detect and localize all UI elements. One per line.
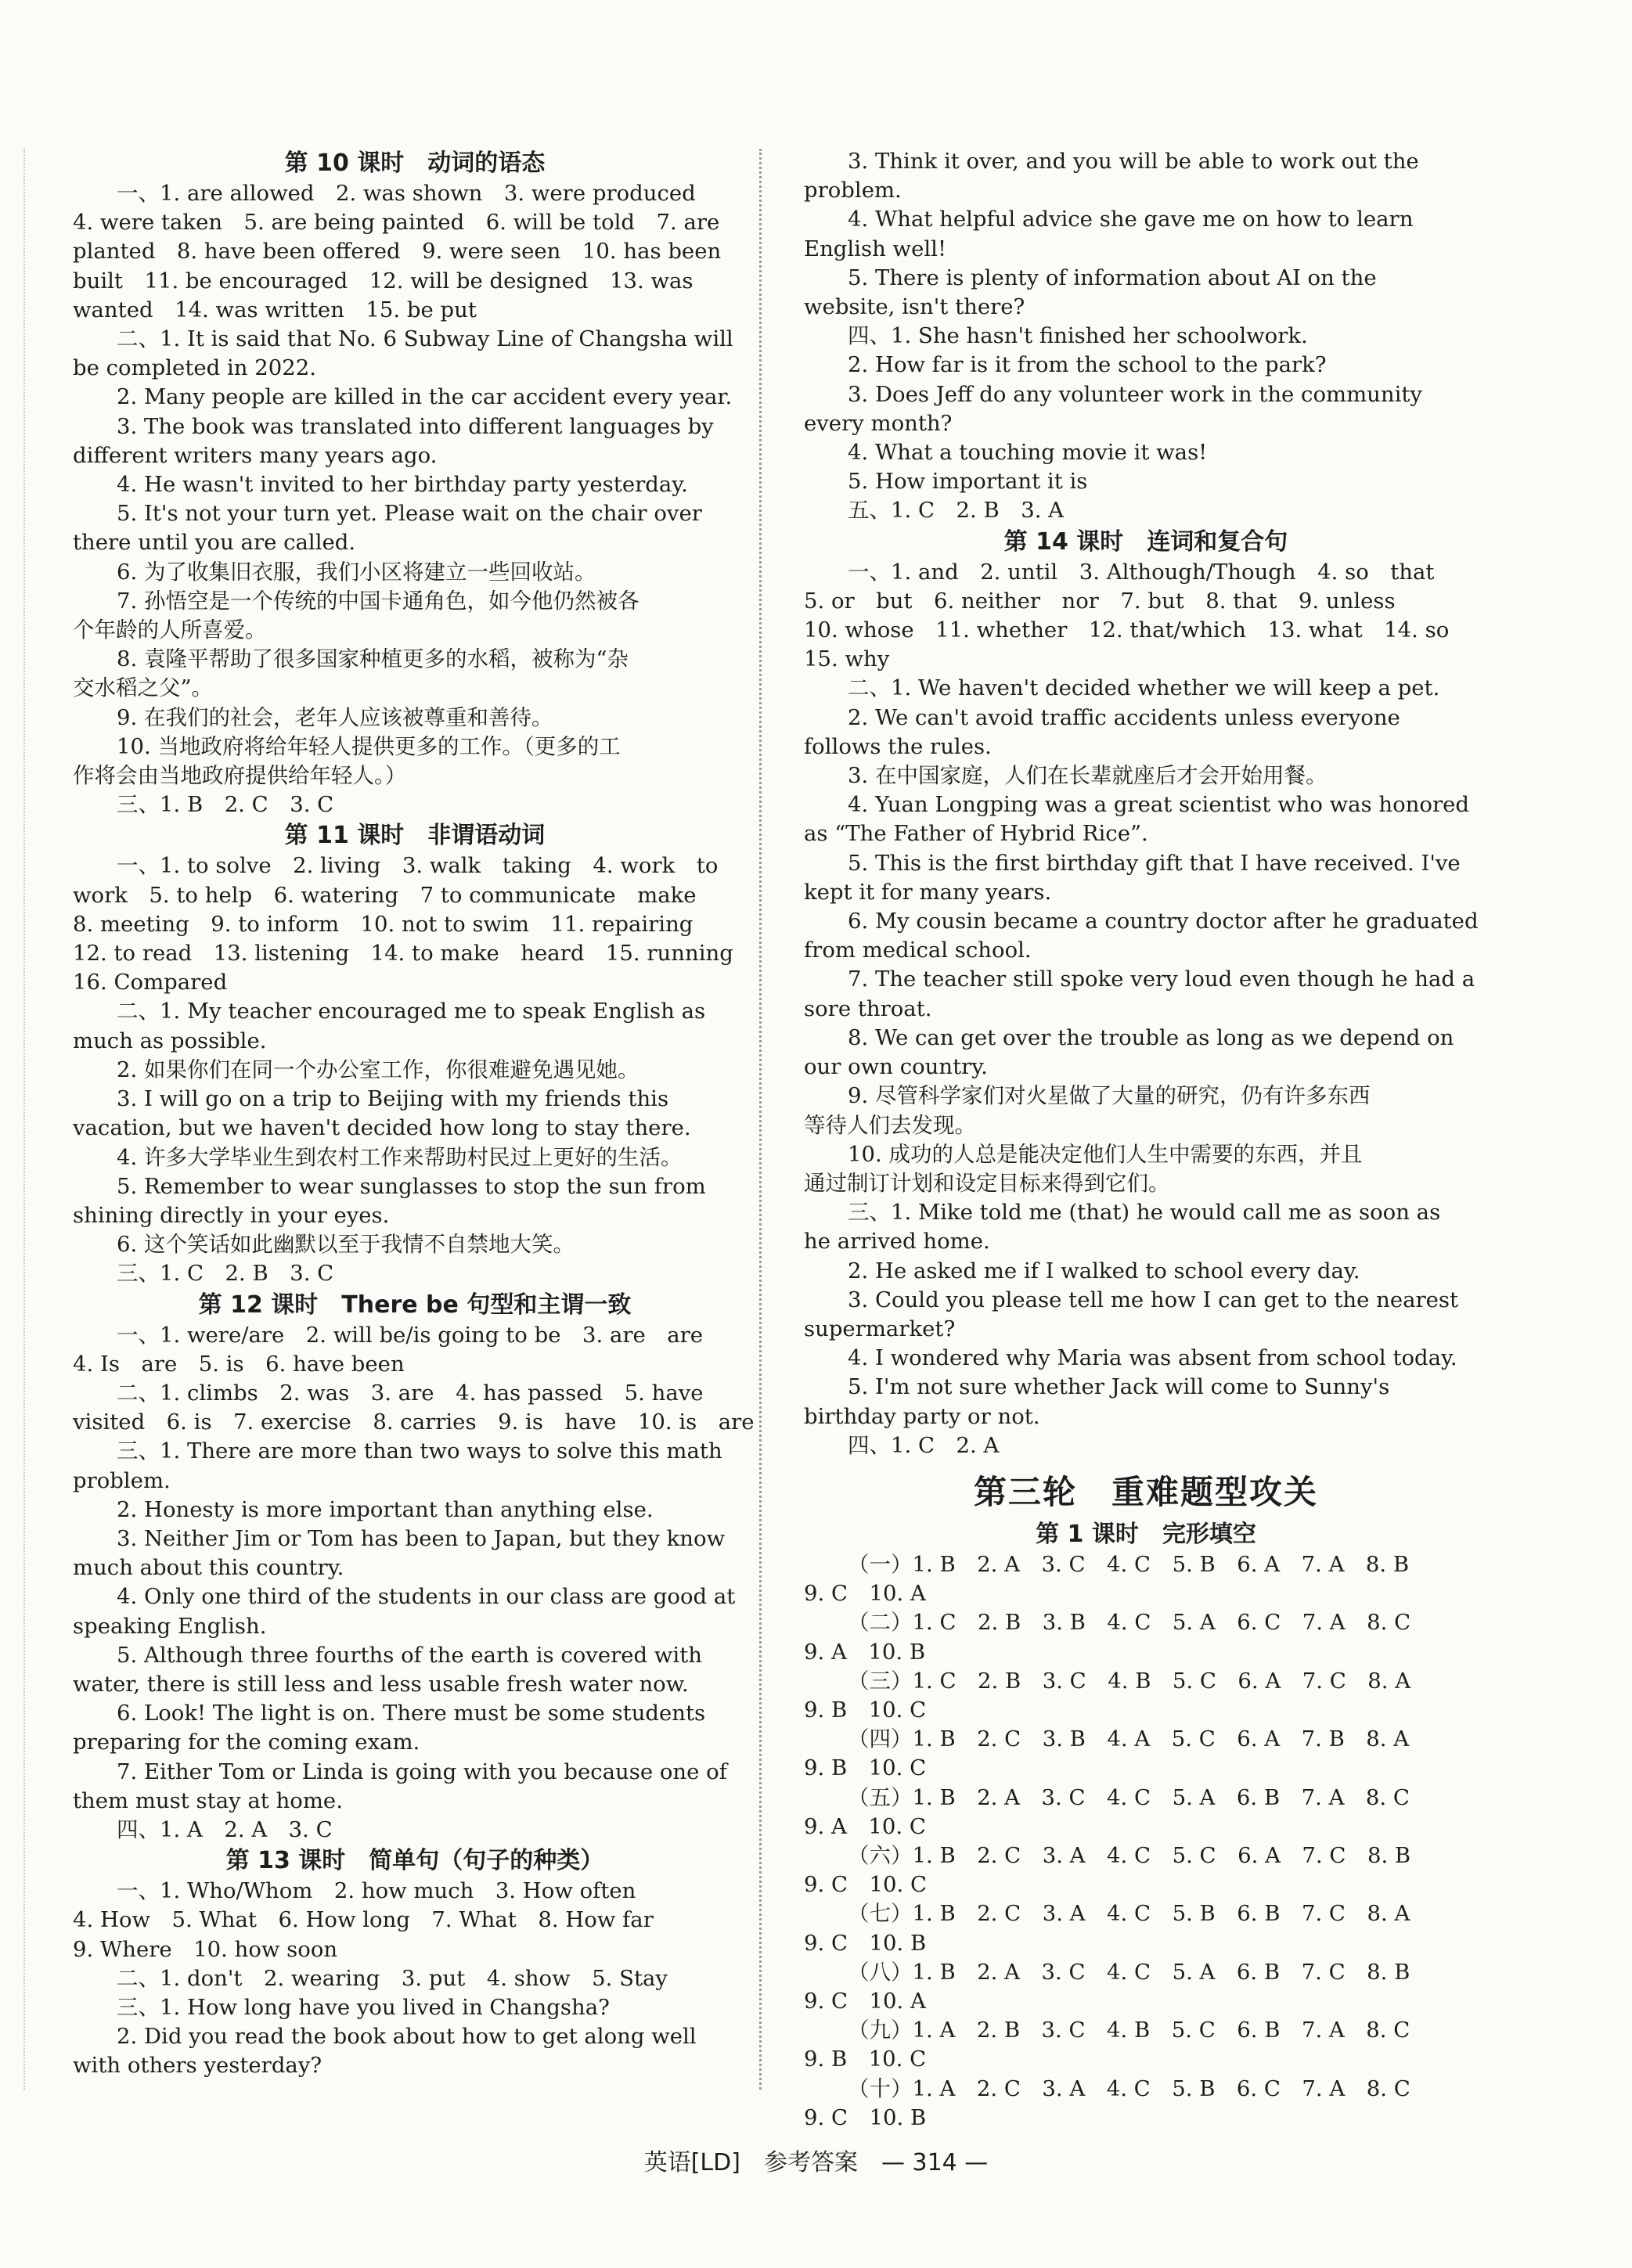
answer-line: birthday party or not. (804, 1403, 1040, 1429)
answer-line: 通过制订计划和设定目标来得到它们。 (804, 1170, 1170, 1196)
answer-line: 二、1. My teacher encouraged me to speak English as (117, 999, 706, 1024)
answer-line: 3. Think it over, and you will be able to work out the (848, 149, 1419, 174)
answer-line: wanted 14. was written 15. be put (73, 297, 477, 322)
answer-line: （十）1. A 2. C 3. A 4. C 5. B 6. C 7. A 8. C (848, 2075, 1410, 2101)
section-heading: 第三轮 重难题型攻关 (973, 1472, 1318, 1511)
answer-line: 9. A 10. B (804, 1639, 926, 1665)
lesson-heading: 第 1 课时 完形填空 (1036, 1520, 1256, 1548)
answer-line: 3. The book was translated into different languages by (117, 413, 714, 439)
answer-line: water, there is still less and less usable fresh water now. (73, 1671, 689, 1697)
answer-line: visited 6. is 7. exercise 8. carries 9. is have 10. is are (73, 1409, 755, 1435)
answer-line: problem. (804, 178, 902, 203)
answer-line: 4. were taken 5. are being painted 6. will be told 7. are (73, 210, 720, 236)
answer-line: 二、1. don't 2. wearing 3. put 4. show 5. Stay (117, 1965, 668, 1991)
answer-line: 3. 在中国家庭，人们在长辈就座后才会开始用餐。 (848, 763, 1328, 789)
answer-line: （二）1. C 2. B 3. B 4. C 5. A 6. C 7. A 8. C (848, 1610, 1411, 1636)
answer-line: 9. C 10. C (804, 1872, 928, 1898)
answer-line: 3. Neither Jim or Tom has been to Japan, but they know (117, 1525, 726, 1551)
answer-line: 4. What a touching movie it was! (848, 440, 1208, 466)
answer-line: （五）1. B 2. A 3. C 4. C 5. A 6. B 7. A 8. C (848, 1784, 1410, 1810)
answer-line: （三）1. C 2. B 3. C 4. B 5. C 6. A 7. C 8. A (848, 1668, 1411, 1694)
lesson-heading: 第 14 课时 连词和复合句 (1003, 527, 1288, 556)
answer-line: 5. I'm not sure whether Jack will come to Sunny's (848, 1374, 1390, 1400)
answer-line: 2. Honesty is more important than anything else. (117, 1496, 654, 1522)
answer-line: 4. He wasn't invited to her birthday party yesterday. (117, 472, 688, 498)
answer-line: 一、1. and 2. until 3. Although/Though 4. so that (848, 559, 1435, 585)
lesson-heading: 第 13 课时 简单句（句子的种类） (225, 1847, 604, 1875)
answer-line: 9. C 10. A (804, 1581, 926, 1607)
answer-line: he arrived home. (804, 1229, 990, 1255)
answer-line: 2. Did you read the book about how to get along well (117, 2024, 697, 2050)
answer-line: 8. meeting 9. to inform 10. not to swim 11. repairing (73, 911, 694, 937)
answer-line: 交水稻之父”。 (73, 675, 214, 701)
answer-line: work 5. to help 6. watering 7 to communicate make (73, 882, 697, 908)
answer-line: 4. How 5. What 6. How long 7. What 8. How far (73, 1907, 654, 1933)
answer-line: follows the rules. (804, 733, 992, 759)
answer-line: 作将会由当地政府提供给年轻人。） (73, 763, 407, 789)
answer-line: website, isn't there? (804, 294, 1025, 320)
answer-line: 6. 这个笑话如此幽默以至于我情不自禁地大笑。 (117, 1232, 575, 1258)
answer-line: built 11. be encouraged 12. will be designed 13. was (73, 268, 694, 293)
answer-line: 9. B 10. C (804, 2047, 927, 2072)
answer-line: 4. I wondered why Maria was absent from school today. (848, 1345, 1457, 1371)
answer-line: 8. We can get over the trouble as long as we depend on (848, 1024, 1454, 1050)
answer-line: 五、1. C 2. B 3. A (848, 498, 1065, 524)
answer-line: （四）1. B 2. C 3. B 4. A 5. C 6. A 7. B 8. A (848, 1726, 1410, 1752)
answer-line: be completed in 2022. (73, 355, 316, 381)
answer-line: as “The Father of Hybrid Rice”. (804, 821, 1148, 847)
answer-line: 2. 如果你们在同一个办公室工作，你很难避免遇见她。 (117, 1057, 639, 1082)
answer-line: 16. Compared (73, 970, 228, 995)
answer-line: 3. Could you please tell me how I can get to the nearest (848, 1287, 1459, 1312)
answer-line: 5. or but 6. neither nor 7. but 8. that 9. unless (804, 588, 1396, 614)
answer-line: 2. He asked me if I walked to school every day. (848, 1258, 1360, 1283)
answer-line: our own country. (804, 1054, 988, 1080)
answer-line: with others yesterday? (73, 2053, 322, 2079)
answer-line: 5. How important it is (848, 469, 1088, 495)
answer-line: 4. Yuan Longping was a great scientist who was honored (848, 792, 1469, 818)
answer-line: 5. Although three fourths of the earth is covered with (117, 1642, 702, 1668)
answer-line: 5. There is plenty of information about AI on the (848, 265, 1377, 290)
answer-line: 9. B 10. C (804, 1755, 927, 1781)
answer-line: 10. 当地政府将给年轻人提供更多的工作。（更多的工 (117, 733, 621, 759)
answer-line: 15. why (804, 646, 890, 672)
answer-line: 5. Remember to wear sunglasses to stop the sun from (117, 1173, 706, 1199)
answer-line: 9. 尽管科学家们对火星做了大量的研究，仍有许多东西 (848, 1083, 1371, 1109)
answer-line: 9. Where 10. how soon (73, 1936, 338, 1962)
answer-line: 2. We can't avoid traffic accidents unless everyone (848, 704, 1400, 730)
answer-line: them must stay at home. (73, 1787, 343, 1813)
answer-line: from medical school. (804, 938, 1032, 963)
answer-line: different writers many years ago. (73, 442, 438, 468)
answer-line: 二、1. We haven't decided whether we will keep a pet. (848, 675, 1440, 701)
answer-line: 二、1. climbs 2. was 3. are 4. has passed 5. have (117, 1380, 704, 1406)
answer-line: 四、1. A 2. A 3. C (117, 1816, 333, 1842)
answer-line: planted 8. have been offered 9. were seen 10. has been (73, 239, 722, 265)
answer-line: 一、1. Who/Whom 2. how much 3. How often (117, 1878, 636, 1904)
answer-line: （九）1. A 2. B 3. C 4. B 5. C 6. B 7. A 8. C (848, 2018, 1410, 2043)
answer-line: problem. (73, 1467, 171, 1493)
lesson-heading: 第 12 课时 There be 句型和主谓一致 (198, 1291, 632, 1319)
answer-line: 7. Either Tom or Linda is going with you because one of (117, 1759, 727, 1784)
answer-line: 4. 许多大学毕业生到农村工作来帮助村民过上更好的生活。 (117, 1144, 683, 1170)
answer-line: 三、1. There are more than two ways to solve this math (117, 1438, 722, 1464)
answer-line: 等待人们去发现。 (804, 1112, 976, 1138)
answer-line: 10. 成功的人总是能决定他们人生中需要的东西，并且 (848, 1141, 1363, 1167)
answer-line: （一）1. B 2. A 3. C 4. C 5. B 6. A 7. A 8. B (848, 1551, 1410, 1577)
answer-line: 三、1. Mike told me (that) he would call me as soon as (848, 1200, 1441, 1226)
answer-line: much about this country. (73, 1555, 344, 1581)
answer-line: 10. whose 11. whether 12. that/which 13. what 14. so (804, 617, 1450, 643)
answer-line: 二、1. It is said that No. 6 Subway Line of Changsha will (117, 326, 733, 352)
answer-line: 7. The teacher still spoke very loud even though he had a (848, 967, 1475, 992)
answer-line: 12. to read 13. listening 14. to make heard 15. running (73, 941, 733, 967)
answer-line: 8. 袁隆平帮助了很多国家种植更多的水稻，被称为“杂 (117, 646, 629, 672)
answer-line: 6. Look! The light is on. There must be some students (117, 1701, 706, 1726)
answer-line: there until you are called. (73, 530, 356, 556)
answer-line: 2. How far is it from the school to the park? (848, 352, 1327, 378)
answer-line: English well! (804, 236, 946, 261)
lesson-heading: 第 10 课时 动词的语态 (284, 149, 546, 177)
answer-line: 6. 为了收集旧衣服，我们小区将建立一些回收站。 (117, 559, 596, 585)
answer-line: 四、1. She hasn't finished her schoolwork. (848, 323, 1308, 349)
answer-line: 一、1. are allowed 2. was shown 3. were produced (117, 181, 696, 206)
answer-line: much as possible. (73, 1028, 267, 1053)
answer-line: 4. What helpful advice she gave me on how to learn (848, 207, 1414, 232)
answer-line: 9. C 10. A (804, 1988, 926, 2014)
answer-line: 6. My cousin became a country doctor after he graduated (848, 909, 1479, 934)
answer-line: 9. 在我们的社会，老年人应该被尊重和善待。 (117, 704, 553, 730)
right-column (804, 147, 1488, 2133)
answer-line: 三、1. B 2. C 3. C (117, 792, 334, 818)
answer-line: supermarket? (804, 1316, 956, 1341)
answer-line: 3. Does Jeff do any volunteer work in the community (848, 381, 1422, 407)
answer-line: 个年龄的人所喜爱。 (73, 617, 267, 643)
answer-line: kept it for many years. (804, 879, 1052, 905)
page-edge-line (23, 149, 25, 2090)
answer-line: 9. B 10. C (804, 1697, 927, 1723)
answer-line: 三、1. How long have you lived in Changsha? (117, 1994, 610, 2020)
answer-line: （七）1. B 2. C 3. A 4. C 5. B 6. B 7. C 8. A (848, 1901, 1410, 1927)
answer-line: （八）1. B 2. A 3. C 4. C 5. A 6. B 7. C 8. B (848, 1959, 1410, 1985)
answer-line: 9. A 10. C (804, 1813, 926, 1839)
answer-line: speaking English. (73, 1613, 267, 1639)
page-footer: 英语[LD] 参考答案 — 314 — (643, 2149, 989, 2176)
answer-line: 一、1. were/are 2. will be/is going to be 3. are are (117, 1322, 704, 1348)
answer-line: 4. Only one third of the students in our class are good at (117, 1584, 736, 1610)
answer-line: 7. 孙悟空是一个传统的中国卡通角色，如今他仍然被各 (117, 588, 639, 614)
answer-line: （六）1. B 2. C 3. A 4. C 5. C 6. A 7. C 8. B (848, 1842, 1411, 1868)
answer-line: every month? (804, 410, 953, 436)
answer-line: 四、1. C 2. A (848, 1432, 1000, 1458)
lesson-heading: 第 11 课时 非谓语动词 (284, 822, 546, 850)
answer-line: shining directly in your eyes. (73, 1202, 390, 1228)
answer-line: 3. I will go on a trip to Beijing with my friends this (117, 1086, 669, 1112)
answer-line: 4. Is are 5. is 6. have been (73, 1351, 405, 1377)
answer-line: 2. Many people are killed in the car accident every year. (117, 384, 733, 410)
answer-line: 9. C 10. B (804, 1930, 927, 1956)
answer-line: preparing for the coming exam. (73, 1730, 420, 1755)
left-column (73, 147, 757, 2081)
column-divider (759, 149, 762, 2090)
answer-line: sore throat. (804, 995, 932, 1021)
answer-line: 5. It's not your turn yet. Please wait on the chair over (117, 501, 702, 527)
answer-line: 一、1. to solve 2. living 3. walk taking 4. work to (117, 853, 719, 879)
answer-line: 三、1. C 2. B 3. C (117, 1261, 334, 1287)
answer-line: 5. This is the first birthday gift that I have received. I've (848, 850, 1461, 876)
answer-line: 9. C 10. B (804, 2104, 927, 2130)
answer-line: vacation, but we haven't decided how long to stay there. (73, 1115, 691, 1141)
